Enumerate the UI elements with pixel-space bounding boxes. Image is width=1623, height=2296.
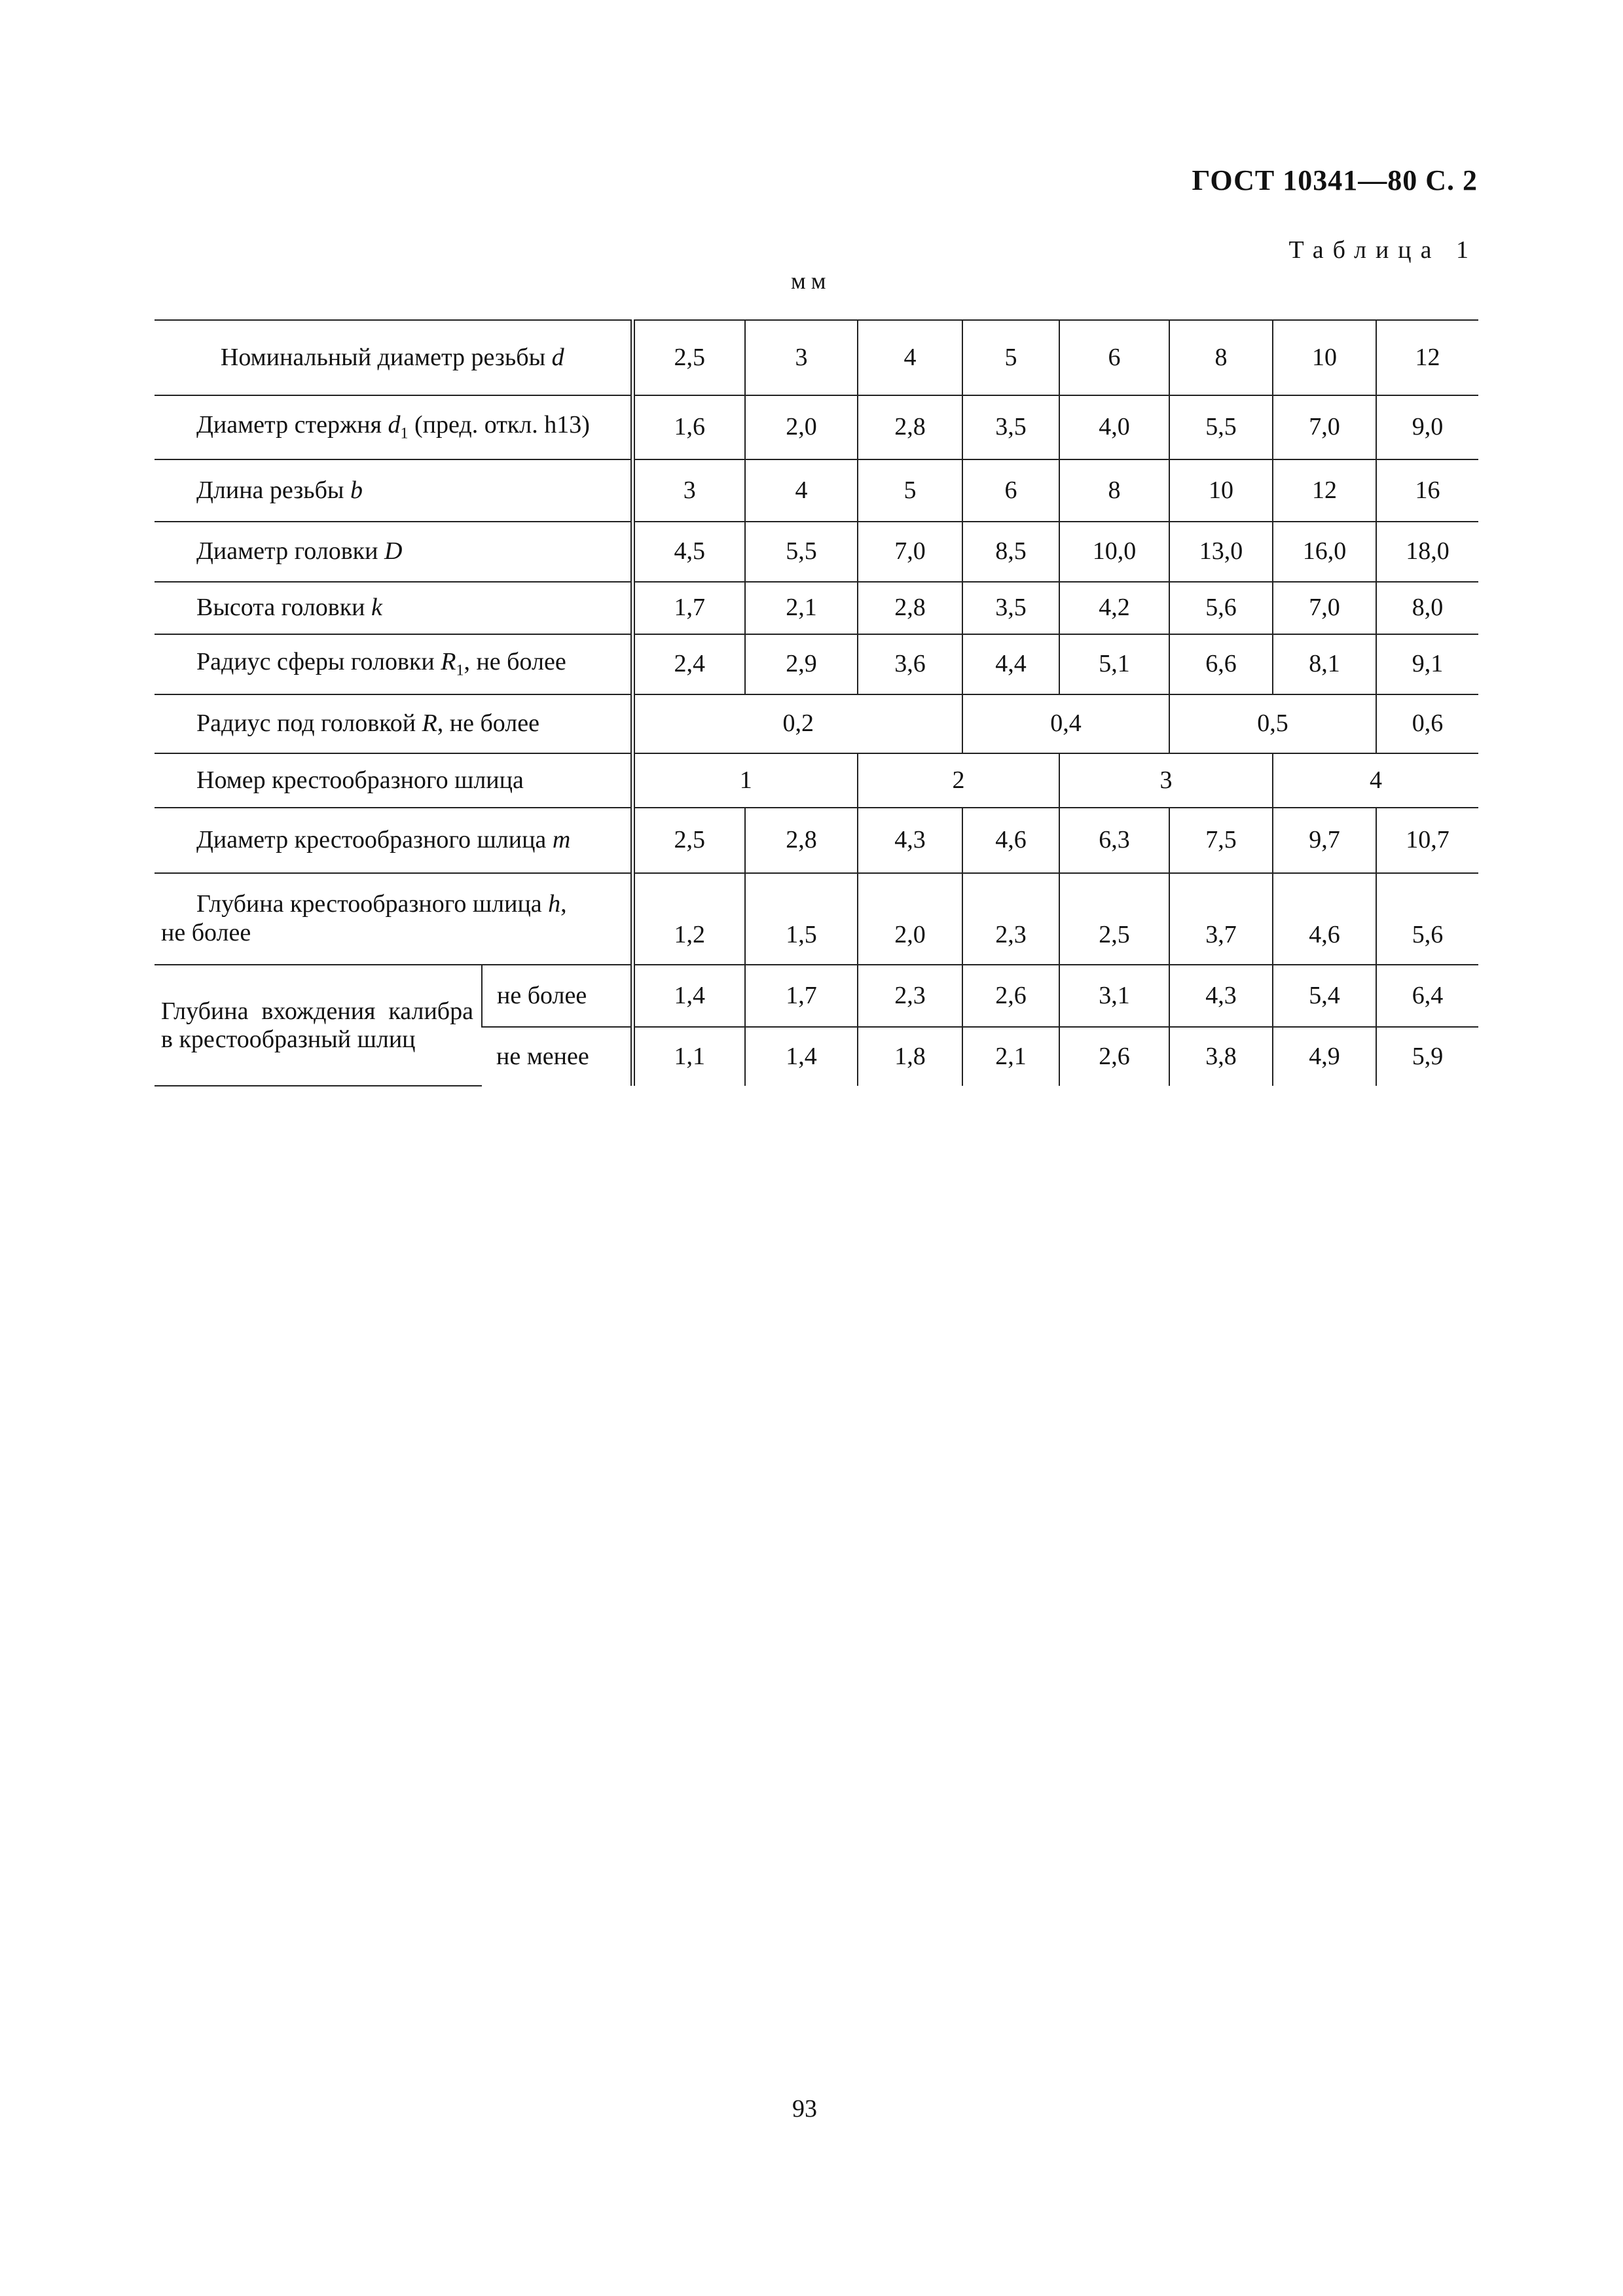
merged-value-cell: 0,4 — [962, 694, 1169, 753]
value-cell: 2,8 — [858, 395, 962, 459]
value-cell: 9,7 — [1273, 808, 1376, 873]
value-cell: 5,5 — [745, 522, 858, 582]
value-cell: 1,2 — [632, 873, 745, 965]
value-cell: 7,5 — [1169, 808, 1273, 873]
header-label-cell — [155, 320, 632, 395]
row-label: Длина резьбы b — [155, 459, 632, 522]
table-label: Таблица 1 — [1288, 236, 1478, 264]
value-cell: 1,1 — [632, 1027, 745, 1086]
value-cell: 4,5 — [632, 522, 745, 582]
value-cell: 2,8 — [858, 582, 962, 634]
page-number: 93 — [792, 2095, 817, 2123]
diameter-cell: 2,5 — [632, 320, 745, 395]
value-cell: 8 — [1059, 459, 1169, 522]
slot-number-row — [155, 753, 1478, 808]
header-label-var: d — [551, 343, 564, 371]
diameter-cell: 5 — [962, 320, 1059, 395]
value-cell: 6,4 — [1376, 965, 1478, 1027]
value-cell: 5,6 — [1169, 582, 1273, 634]
value-cell: 7,0 — [858, 522, 962, 582]
row-label: Радиус сферы головки $R_1$, не более — [155, 634, 632, 694]
diameter-cell: 8 — [1169, 320, 1273, 395]
value-cell: 2,0 — [745, 395, 858, 459]
value-cell: 1,8 — [858, 1027, 962, 1086]
row-label: Высота головки k — [155, 582, 632, 634]
value-cell: 2,0 — [858, 873, 962, 965]
value-cell: 12 — [1273, 459, 1376, 522]
value-cell: 5,1 — [1059, 634, 1169, 694]
value-cell: 4,9 — [1273, 1027, 1376, 1086]
gauge-depth-max-row — [155, 965, 1478, 1027]
value-cell: 2,1 — [962, 1027, 1059, 1086]
document-code: ГОСТ 10341—80 С. 2 — [1192, 164, 1478, 196]
row-label: Номер крестообразного шлица — [155, 753, 632, 808]
value-cell: 4,6 — [962, 808, 1059, 873]
value-cell: 9,1 — [1376, 634, 1478, 694]
value-cell: 8,0 — [1376, 582, 1478, 634]
slot-diameter-row — [155, 808, 1478, 873]
value-cell: 2,3 — [858, 965, 962, 1027]
value-cell: 2,6 — [962, 965, 1059, 1027]
gauge-depth-label: Глубина вхождения калибра в крестообразный шлиц — [155, 965, 482, 1086]
radius-under-head-row — [155, 694, 1478, 753]
value-cell: 2,3 — [962, 873, 1059, 965]
value-cell: 7,0 — [1273, 395, 1376, 459]
merged-value-cell: 0,2 — [632, 694, 962, 753]
value-cell: 6,3 — [1059, 808, 1169, 873]
value-cell: 1,5 — [745, 873, 858, 965]
value-cell: 4,4 — [962, 634, 1059, 694]
value-cell: 1,4 — [745, 1027, 858, 1086]
value-cell: 3,1 — [1059, 965, 1169, 1027]
table-row — [155, 395, 1478, 459]
value-cell: 2,8 — [745, 808, 858, 873]
units-label: мм — [791, 268, 831, 294]
header-label-text: Номинальный диаметр резьбы — [220, 343, 546, 371]
value-cell: 4,0 — [1059, 395, 1169, 459]
value-cell: 18,0 — [1376, 522, 1478, 582]
value-cell: 7,0 — [1273, 582, 1376, 634]
value-cell: 9,0 — [1376, 395, 1478, 459]
value-cell: 3 — [632, 459, 745, 522]
value-cell: 3,7 — [1169, 873, 1273, 965]
value-cell: 3,6 — [858, 634, 962, 694]
diameter-cell: 12 — [1376, 320, 1478, 395]
value-cell: 13,0 — [1169, 522, 1273, 582]
diameter-cell: 10 — [1273, 320, 1376, 395]
table-row — [155, 634, 1478, 694]
value-cell: 3,5 — [962, 395, 1059, 459]
value-cell: 5 — [858, 459, 962, 522]
slot-depth-row — [155, 873, 1478, 965]
spec-table — [155, 319, 1478, 1086]
row-label: Радиус под головкой R, не более — [155, 694, 632, 753]
value-cell: 4,2 — [1059, 582, 1169, 634]
value-cell: 10,7 — [1376, 808, 1478, 873]
value-cell: 2,4 — [632, 634, 745, 694]
value-cell: 1,4 — [632, 965, 745, 1027]
sub-label: не более — [482, 965, 632, 1027]
merged-value-cell: 1 — [632, 753, 858, 808]
value-cell: 8,1 — [1273, 634, 1376, 694]
value-cell: 6 — [962, 459, 1059, 522]
value-cell: 4,3 — [858, 808, 962, 873]
table-row — [155, 459, 1478, 522]
row-label: Диаметр стержня $d_1$ (пред. откл. h13) — [155, 395, 632, 459]
row-label: Диаметр крестообразного шлица m — [155, 808, 632, 873]
value-cell: 1,7 — [632, 582, 745, 634]
merged-value-cell: 3 — [1059, 753, 1273, 808]
merged-value-cell: 2 — [858, 753, 1059, 808]
value-cell: 6,6 — [1169, 634, 1273, 694]
value-cell: 5,6 — [1376, 873, 1478, 965]
value-cell: 0,6 — [1376, 694, 1478, 753]
value-cell: 3,8 — [1169, 1027, 1273, 1086]
value-cell: 1,7 — [745, 965, 858, 1027]
sub-label: не менее — [482, 1027, 632, 1086]
table-row — [155, 582, 1478, 634]
value-cell: 5,4 — [1273, 965, 1376, 1027]
row-label: Глубина крестообразного шлица h, не более — [155, 873, 632, 965]
value-cell: 10,0 — [1059, 522, 1169, 582]
table-header-row — [155, 320, 1478, 395]
table-row — [155, 522, 1478, 582]
value-cell: 16 — [1376, 459, 1478, 522]
value-cell: 4,3 — [1169, 965, 1273, 1027]
value-cell: 2,6 — [1059, 1027, 1169, 1086]
merged-value-cell: 4 — [1273, 753, 1478, 808]
value-cell: 3,5 — [962, 582, 1059, 634]
value-cell: 2,1 — [745, 582, 858, 634]
value-cell: 2,5 — [1059, 873, 1169, 965]
value-cell: 1,6 — [632, 395, 745, 459]
value-cell: 4,6 — [1273, 873, 1376, 965]
value-cell: 5,5 — [1169, 395, 1273, 459]
value-cell: 2,9 — [745, 634, 858, 694]
diameter-cell: 3 — [745, 320, 858, 395]
value-cell: 2,5 — [632, 808, 745, 873]
value-cell: 8,5 — [962, 522, 1059, 582]
diameter-cell: 6 — [1059, 320, 1169, 395]
value-cell: 5,9 — [1376, 1027, 1478, 1086]
value-cell: 16,0 — [1273, 522, 1376, 582]
row-label: Диаметр головки D — [155, 522, 632, 582]
value-cell: 10 — [1169, 459, 1273, 522]
value-cell: 4 — [745, 459, 858, 522]
merged-value-cell: 0,5 — [1169, 694, 1376, 753]
diameter-cell: 4 — [858, 320, 962, 395]
